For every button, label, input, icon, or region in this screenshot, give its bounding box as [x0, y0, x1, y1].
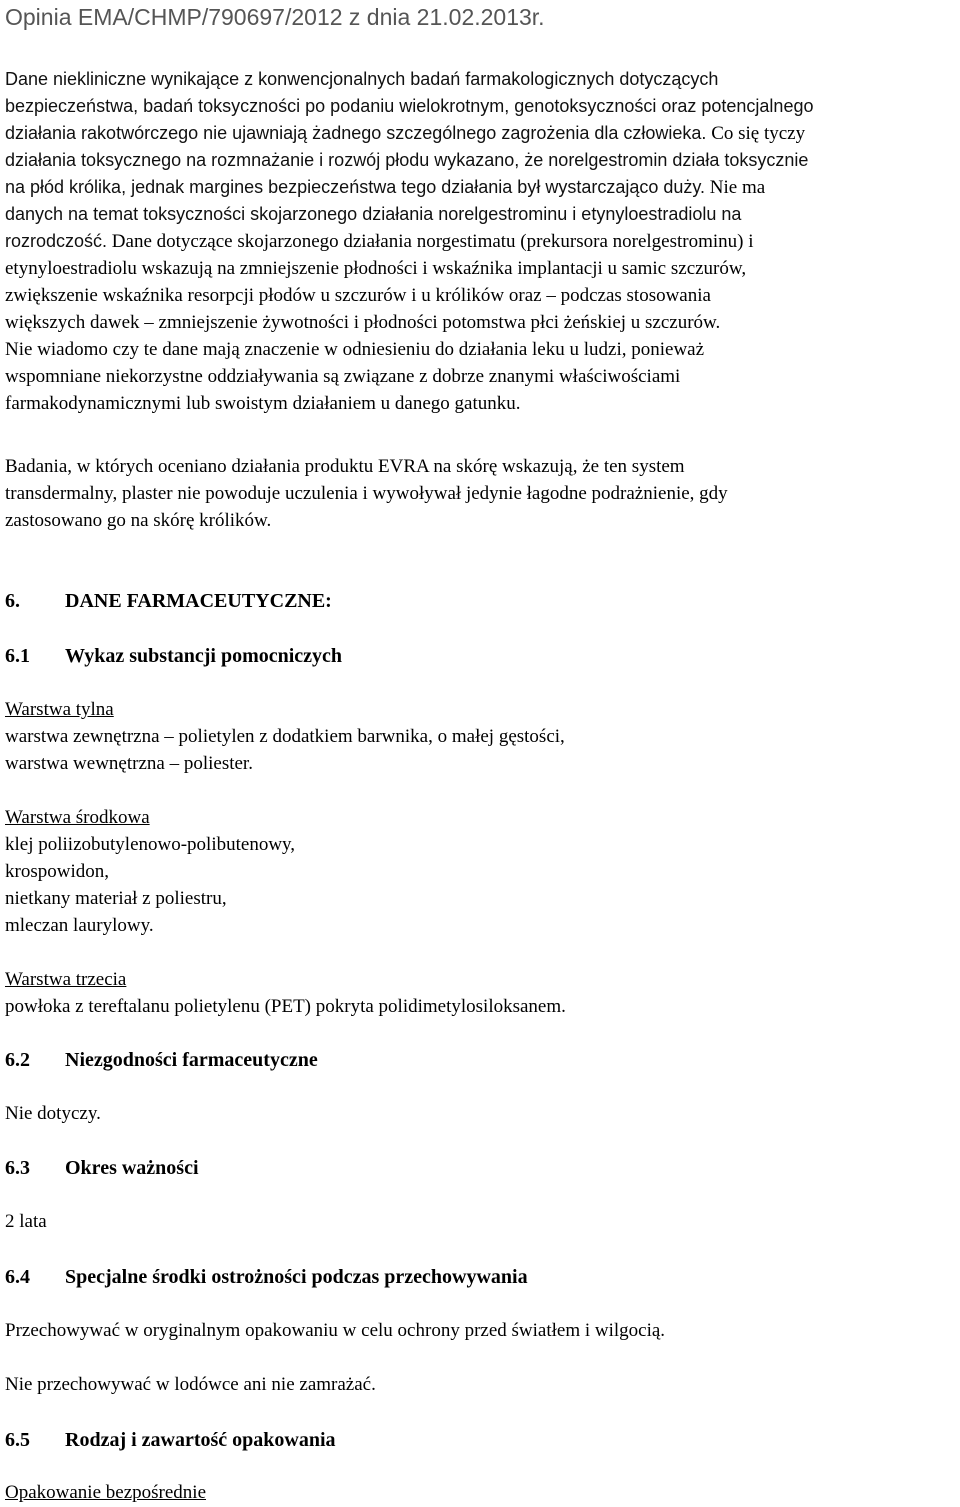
paragraph-line: zwiększenie wskaźnika resorpcji płodów u szczurów i u królików oraz – podczas stosowania [5, 285, 711, 306]
section-6-4-heading [5, 1262, 528, 1292]
paragraph-line: Nie wiadomo czy te dane mają znaczenie w odniesieniu do działania leku u ludzi, ponieważ [5, 339, 705, 360]
section-6-3-heading [5, 1153, 199, 1183]
paragraph-line: większych dawek – zmniejszenie żywotności i płodności potomstwa płci żeńskiej u szczurów. [5, 312, 721, 333]
section-6-1-heading [5, 641, 342, 671]
list-item: warstwa wewnętrzna – poliester. [5, 753, 253, 774]
paragraph-line: na płód królika, jednak margines bezpieczeństwa tego działania był wystarczająco duży. Nie ma [5, 177, 766, 198]
third-layer-title: Warstwa trzecia [5, 969, 127, 990]
section-6-3-body: 2 lata [5, 1211, 47, 1232]
back-layer-title: Warstwa tylna [5, 699, 114, 720]
section-number: 6.1 [5, 645, 30, 667]
section-6-4-body-1: Przechowywać w oryginalnym opakowaniu w celu ochrony przed światłem i wilgocią. [5, 1320, 666, 1341]
paragraph-line: rozrodczość. Dane dotyczące skojarzonego działania norgestimatu (prekursora norelgestrominu) i [5, 231, 754, 252]
list-item: powłoka z tereftalanu polietylenu (PET) pokryta polidimetylosiloksanem. [5, 996, 566, 1017]
middle-layer-title: Warstwa środkowa [5, 807, 150, 828]
section-number: 6.4 [5, 1266, 30, 1288]
section-number: 6. [5, 590, 20, 612]
nonclinical-paragraph [5, 66, 955, 417]
list-item: warstwa zewnętrzna – polietylen z dodatkiem barwnika, o małej gęstości, [5, 726, 565, 747]
paragraph-line: wspomniane niekorzystne oddziaływania są związane z dobrze znanymi właściwościami [5, 366, 681, 387]
paragraph-line: działania rakotwórczego nie ujawniają żadnego szczególnego zagrożenia dla człowieka. Co się tyczy [5, 123, 806, 144]
section-title: Niezgodności farmaceutyczne [65, 1049, 318, 1071]
section-title: Okres ważności [65, 1157, 199, 1179]
primary-packaging-title: Opakowanie bezpośrednie [5, 1482, 207, 1503]
list-item: nietkany materiał z poliestru, [5, 888, 227, 909]
middle-layer-block [5, 804, 955, 939]
paragraph-line: etynyloestradiolu wskazują na zmniejszenie płodności i wskaźnika implantacji u samic szczurów, [5, 258, 747, 279]
section-6-2-heading [5, 1045, 318, 1075]
section-6-2-body: Nie dotyczy. [5, 1103, 101, 1124]
section-title: Specjalne środki ostrożności podczas przechowywania [65, 1266, 528, 1288]
list-item: krospowidon, [5, 861, 109, 882]
skin-study-paragraph [5, 453, 955, 534]
section-number: 6.2 [5, 1049, 30, 1071]
paragraph-line: danych na temat toksyczności skojarzonego działania norelgestrominu i etynyloestradiolu na [5, 204, 742, 224]
paragraph-line: bezpieczeństwa, badań toksyczności po podaniu wielokrotnym, genotoksyczności oraz potencjalnego [5, 96, 814, 116]
section-number: 6.5 [5, 1429, 30, 1451]
document-header: Opinia EMA/CHMP/790697/2012 z dnia 21.02.2013r. [5, 4, 545, 30]
list-item: klej poliizobutylenowo-polibutenowy, [5, 834, 296, 855]
paragraph-line: Badania, w których oceniano działania produktu EVRA na skórę wskazują, że ten system [5, 456, 685, 477]
paragraph-line: transdermalny, plaster nie powoduje uczulenia i wywoływał jedynie łagodne podrażnienie, gdy [5, 483, 728, 504]
section-6-5-heading [5, 1425, 336, 1455]
section-6-4-body-2: Nie przechowywać w lodówce ani nie zamrażać. [5, 1374, 376, 1395]
section-title: Wykaz substancji pomocniczych [65, 645, 343, 667]
paragraph-line: farmakodynamicznymi lub swoistym działaniem u danego gatunku. [5, 393, 521, 414]
back-layer-block [5, 696, 955, 777]
paragraph-line: Dane niekliniczne wynikające z konwencjonalnych badań farmakologicznych dotyczących [5, 69, 719, 89]
paragraph-line: zastosowano go na skórę królików. [5, 510, 272, 531]
third-layer-block [5, 966, 955, 1020]
section-6-heading [5, 586, 332, 616]
paragraph-line: działania toksycznego na rozmnażanie i rozwój płodu wykazano, że norelgestromin działa toksycznie [5, 150, 809, 170]
list-item: mleczan laurylowy. [5, 915, 154, 936]
section-title: DANE FARMACEUTYCZNE: [65, 590, 332, 612]
section-title: Rodzaj i zawartość opakowania [65, 1429, 336, 1451]
section-number: 6.3 [5, 1157, 30, 1179]
